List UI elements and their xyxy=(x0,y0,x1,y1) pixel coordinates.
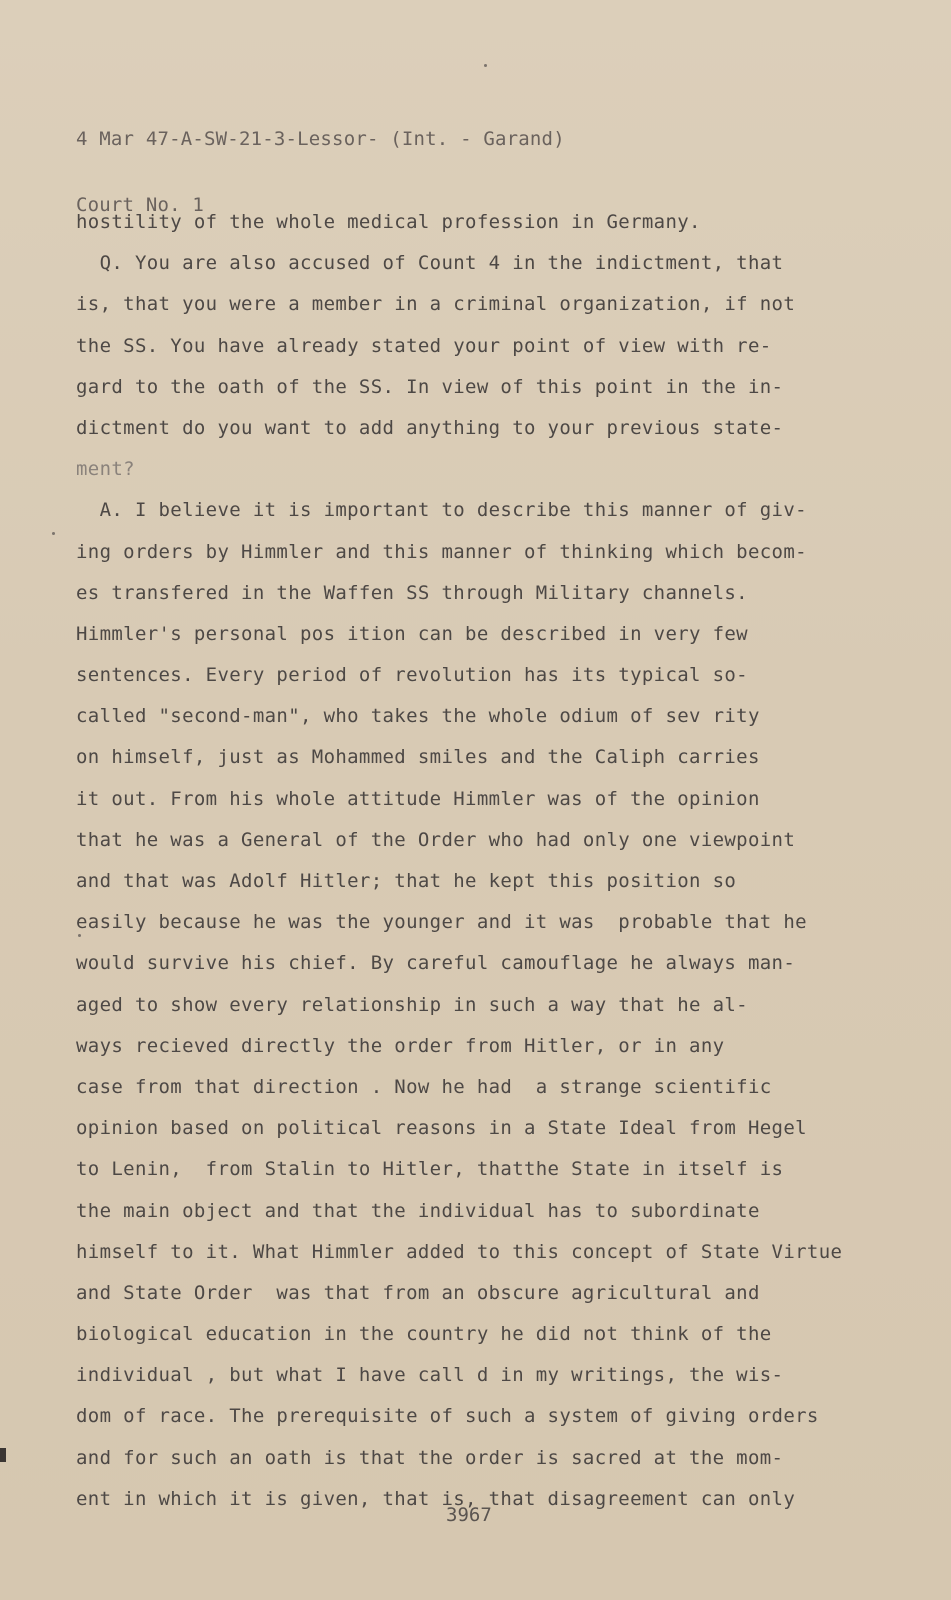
edge-mark xyxy=(0,1448,6,1462)
body-line: ing orders by Himmler and this manner of thinking which becom- xyxy=(76,540,807,563)
body-line: and for such an oath is that the order is sacred at the mom- xyxy=(76,1446,784,1469)
body-line: biological education in the country he did not think of the xyxy=(76,1323,772,1346)
body-line: that he was a General of the Order who had only one viewpoint xyxy=(76,828,796,851)
body-line: individual , but what I have call d in my writings, the wis- xyxy=(76,1364,784,1387)
body-line: ent in which it is given, that is, that disagreement can only xyxy=(76,1487,796,1510)
body-line: called "second-man", who takes the whole odium of sev rity xyxy=(76,705,760,728)
body-line: himself to it. What Himmler added to this concept of State Virtue xyxy=(76,1240,843,1263)
body-line: it out. From his whole attitude Himmler was of the opinion xyxy=(76,787,760,810)
body-line: is, that you were a member in a criminal organization, if not xyxy=(76,293,796,316)
body-line: ways recieved directly the order from Hitler, or in any xyxy=(76,1034,725,1057)
body-line: case from that direction . Now he had a strange scientific xyxy=(76,1075,772,1098)
body-line: dom of race. The prerequisite of such a system of giving orders xyxy=(76,1405,819,1428)
header-court-line: Court No. 1 xyxy=(76,194,205,216)
ink-speck xyxy=(484,64,487,67)
header-reference-line: 4 Mar 47-A-SW-21-3-Lessor- (Int. - Garand) xyxy=(76,128,565,150)
body-line: Himmler's personal pos ition can be described in very few xyxy=(76,622,748,645)
body-line: hostility of the whole medical profession in Germany. xyxy=(76,211,701,233)
body-line: to Lenin, from Stalin to Hitler, thatthe State in itself is xyxy=(76,1158,784,1181)
body-line: and State Order was that from an obscure agricultural and xyxy=(76,1281,760,1304)
body-line: A. I believe it is important to describe this manner of giv- xyxy=(76,499,807,522)
page-number: 3967 xyxy=(446,1504,492,1526)
body-line: ment? xyxy=(76,458,135,481)
body-line: gard to the oath of the SS. In view of this point in the in- xyxy=(76,375,784,398)
body-line: dictment do you want to add anything to your previous state- xyxy=(76,416,784,439)
body-line: the SS. You have already stated your point of view with re- xyxy=(76,334,772,357)
body-line: easily because he was the younger and it was probable that he xyxy=(76,911,807,934)
ink-speck xyxy=(52,532,55,535)
ink-speck xyxy=(78,934,81,937)
body-line: aged to show every relationship in such a way that he al- xyxy=(76,993,748,1016)
body-line: es transfered in the Waffen SS through Military channels. xyxy=(76,581,748,604)
body-line: on himself, just as Mohammed smiles and the Caliph carries xyxy=(76,746,760,769)
transcript-body xyxy=(76,202,876,1520)
body-line: the main object and that the individual has to subordinate xyxy=(76,1199,760,1222)
body-line: would survive his chief. By careful camouflage he always man- xyxy=(76,952,796,975)
body-line: sentences. Every period of revolution has its typical so- xyxy=(76,664,748,687)
body-line: Q. You are also accused of Count 4 in the indictment, that xyxy=(76,252,784,275)
body-line: and that was Adolf Hitler; that he kept this position so xyxy=(76,870,737,892)
body-line: opinion based on political reasons in a State Ideal from Hegel xyxy=(76,1117,807,1140)
